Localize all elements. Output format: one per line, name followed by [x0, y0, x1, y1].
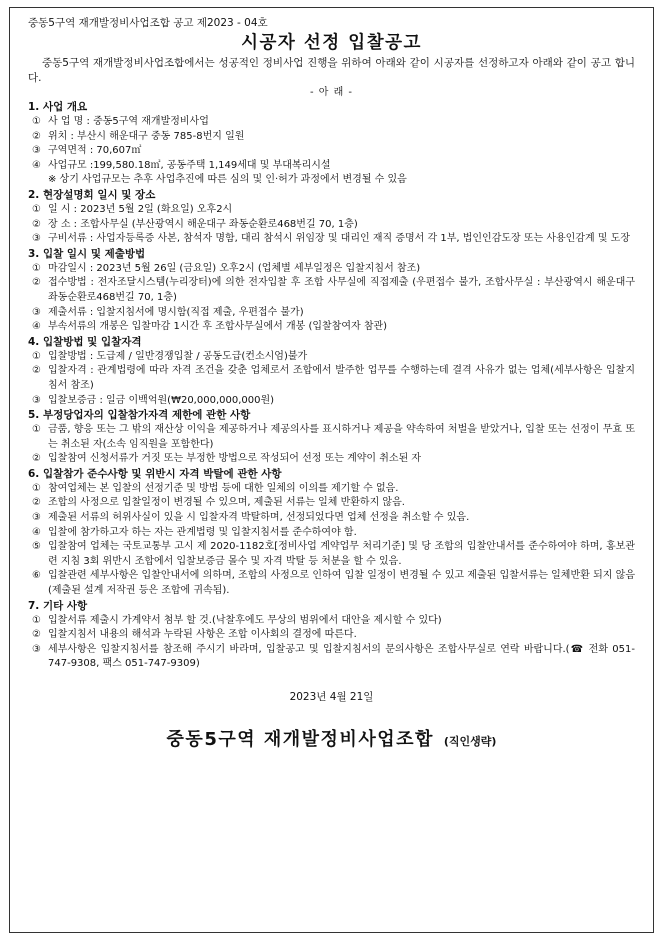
item-text: 입찰보증금 : 일금 이백억원(₩20,000,000,000원): [48, 394, 275, 406]
list-item: [28, 614, 635, 629]
item-number: ④: [32, 159, 41, 171]
item-number: ③: [32, 233, 41, 245]
list-item: [28, 643, 635, 672]
item-number: ②: [32, 629, 41, 641]
item-text: 일 시 : 2023년 5월 2일 (화요일) 오후2시: [48, 203, 233, 215]
item-number: ①: [32, 424, 41, 436]
item-number: ①: [32, 350, 41, 362]
list-item: [28, 452, 635, 467]
page-title: 시공자 선정 입찰공고: [241, 33, 422, 53]
item-text: 제출서류 : 입찰지침서에 명시함(직접 제출, 우편접수 불가): [48, 306, 304, 318]
section-title: 1. 사업 개요: [28, 101, 88, 113]
item-number: ⑥: [32, 570, 41, 582]
section: [28, 599, 635, 672]
notice-number: 중동5구역 재개발정비사업조합 공고 제2023 - 04호: [28, 17, 268, 29]
list-item: [28, 526, 635, 541]
section: [28, 335, 635, 408]
list-item: [28, 320, 635, 335]
list-item: [28, 262, 635, 277]
organization-name: 중동5구역 재개발정비사업조합: [166, 729, 434, 750]
list-item: [28, 130, 635, 145]
item-text: 입찰참여 신청서류가 거짓 또는 부정한 방법으로 작성되어 선정 또는 계약이 취소된 자: [48, 453, 422, 465]
item-text: 조합의 사정으로 입찰일정이 변경될 수 있으며, 제출된 서류는 일체 반환하지 않음.: [48, 497, 405, 509]
list-item: [28, 350, 635, 365]
item-text: 구역면적 : 70,607㎡: [48, 145, 142, 157]
item-text: 사 업 명 : 중동5구역 재개발정비사업: [48, 116, 209, 127]
seal-omitted-note: (직인생략): [443, 735, 497, 748]
item-number: ①: [32, 482, 41, 494]
item-number: ⑤: [32, 541, 41, 553]
list-item: [28, 306, 635, 321]
list-item: [28, 394, 635, 409]
item-text: 사업규모 :199,580.18㎡, 공동주택 1,149세대 및 부대복리시설: [48, 159, 331, 171]
item-number: ④: [32, 526, 41, 538]
item-text: 입찰지침서 내용의 해석과 누락된 사항은 조합 이사회의 결정에 따른다.: [48, 629, 357, 641]
list-item: [28, 364, 635, 393]
section: [28, 188, 635, 247]
item-number: ③: [32, 145, 41, 157]
list-item: [28, 115, 635, 130]
section-title: 6. 입찰참가 준수사항 및 위반시 자격 박탈에 관한 사항: [28, 467, 282, 480]
item-text: 위치 : 부산시 해운대구 중동 785-8번지 일원: [48, 130, 245, 142]
item-number: ③: [32, 643, 41, 655]
intro-paragraph: 중동5구역 재개발정비사업조합에서는 성공적인 정비사업 진행을 위하여 아래와 같이 시공자를 선정하고자 아래와 같이 공고 합니다.: [28, 57, 635, 84]
item-number: ②: [32, 365, 41, 377]
item-number: ②: [32, 497, 41, 509]
notice-frame: [9, 7, 654, 933]
item-number: ①: [32, 614, 41, 626]
item-number: ①: [32, 116, 41, 127]
list-item: [28, 144, 635, 159]
section: [28, 408, 635, 467]
section: [28, 467, 635, 599]
item-text: 입찰에 참가하고자 하는 자는 관계법령 및 입찰지침서를 준수하여야 함.: [48, 526, 357, 538]
list-item: [28, 203, 635, 218]
item-number: ②: [32, 277, 41, 289]
item-text: 접수방법 : 전자조달시스템(누리장터)에 의한 전자입찰 후 조합 사무실에 직접제출 (우편접수 불가, 조합사무실 : 부산광역시 해운대구 좌동순환로468번길 70, 1층): [48, 277, 635, 303]
list-item: [28, 569, 635, 598]
item-number: ③: [32, 512, 41, 524]
section: [28, 247, 635, 335]
item-text: 제출된 서류의 허위사실이 있을 시 입찰자격 박탈하며, 선정되었다면 업체 선정을 취소할 수 있음.: [48, 512, 470, 524]
item-number: ③: [32, 394, 41, 406]
list-item: [28, 218, 635, 233]
list-item: [28, 628, 635, 643]
item-text: 입찰참여 업체는 국토교통부 고시 제 2020-1182호[정비사업 계약업무 처리기준] 및 당 조합의 입찰안내서를 준수하여야 하며, 홍보관련 지침 3회 위반시 조합에서 입찰보증금 몰수 및 자격 박탈 등 처분을 할 수 있음.: [48, 541, 635, 567]
item-number: ②: [32, 453, 41, 465]
list-item: [28, 482, 635, 497]
item-text: 세부사항은 입찰지침서를 참조해 주시기 바라며, 입찰공고 및 입찰지침서의 문의사항은 조합사무실로 연락 바랍니다.(☎ 전화 051-747-9308, 팩스 051-747-9309): [48, 643, 635, 670]
item-text: 장 소 : 조합사무실 (부산광역시 해운대구 좌동순환로468번길 70, 1층): [48, 218, 358, 230]
list-item: [28, 423, 635, 452]
notice-date: 2023년 4월 21일: [289, 691, 374, 703]
list-item: [28, 511, 635, 526]
item-text: 참여업체는 본 입찰의 선정기준 및 방법 등에 대한 일체의 이의를 제기할 수 없음.: [48, 482, 399, 494]
list-item: [28, 276, 635, 305]
below-heading: - 아 래 -: [309, 87, 354, 98]
section-title: 5. 부정당업자의 입찰참가자격 제한에 관한 사항: [28, 409, 251, 422]
item-text: 입찰서류 제출시 가계약서 첨부 할 것.(낙찰후에도 무상의 범위에서 대안을 제시할 수 있다): [48, 614, 442, 626]
item-number: ④: [32, 321, 41, 333]
item-text: 마감일시 : 2023년 5월 26일 (금요일) 오후2시 (업체별 세부일정은 입찰지침서 참조): [48, 262, 421, 274]
section-title: 4. 입찰방법 및 입찰자격: [28, 335, 142, 348]
list-item: [28, 496, 635, 511]
item-number: ②: [32, 130, 41, 142]
sections-container: [28, 100, 635, 672]
list-item: [28, 232, 635, 247]
item-text: 금품, 향응 또는 그 밖의 재산상 이익을 제공하거나 제공의사를 표시하거나 제공을 약속하여 처벌을 받았거나, 입찰 또는 선정이 무효 또는 취소된 자(소속 임직원을 포함한다): [48, 424, 635, 450]
item-text: 입찰관련 세부사항은 입찰안내서에 의하며, 조합의 사정으로 인하여 입찰 일정이 변경될 수 있고 제출된 입찰서류는 일체반환 되지 않음(제출된 설계 저작권 등은 조합에 귀속됨).: [48, 570, 635, 597]
list-item: [28, 540, 635, 569]
signature-block: [28, 725, 635, 751]
list-item: [28, 159, 635, 174]
section: [28, 100, 635, 188]
section-note: ※ 상기 사업규모는 추후 사업추진에 따른 심의 및 인·허가 과정에서 변경될 수 있음: [48, 174, 407, 186]
section-title: 2. 현장설명회 일시 및 장소: [28, 188, 156, 201]
item-number: ③: [32, 306, 41, 318]
item-text: 입찰자격 : 관계법령에 따라 자격 조건을 갖춘 업체로서 조합에서 발주한 업무를 수행하는데 결격 사유가 없는 업체(세부사항은 입찰지침서 참조): [48, 365, 635, 391]
item-text: 부속서류의 개봉은 입찰마감 1시간 후 조합사무실에서 개봉 (입찰참여자 참관): [48, 321, 388, 333]
item-text: 구비서류 : 사업자등록증 사본, 참석자 명함, 대리 참석시 위임장 및 대리인 재직 증명서 각 1부, 법인인감도장 또는 사용인감계 및 도장: [48, 233, 630, 245]
item-number: ②: [32, 218, 41, 230]
section-title: 7. 기타 사항: [28, 599, 88, 612]
item-number: ①: [32, 203, 41, 215]
item-number: ①: [32, 262, 41, 274]
section-title: 3. 입찰 일시 및 제출방법: [28, 247, 146, 260]
item-text: 입찰방법 : 도급제 / 일반경쟁입찰 / 공동도급(컨소시엄)불가: [48, 350, 308, 362]
